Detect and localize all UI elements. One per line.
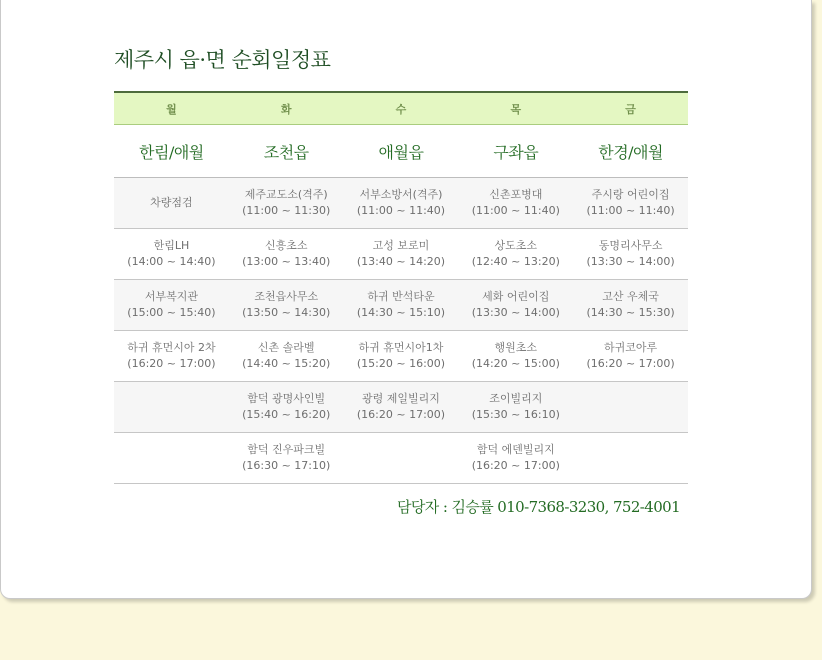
stop-name: 함덕 광명사인빌 <box>247 392 326 405</box>
schedule-cell <box>114 382 229 433</box>
table-row <box>114 280 688 331</box>
stop-time: (11:00 ~ 11:40) <box>471 204 560 217</box>
area-header: 구좌읍 <box>458 125 573 178</box>
stop-time: (11:00 ~ 11:40) <box>586 204 675 217</box>
stop-time: (11:00 ~ 11:40) <box>356 204 446 217</box>
schedule-cell <box>229 229 344 280</box>
stop-name: 조이빌리지 <box>489 392 543 405</box>
stop-name: 서부소방서(격주) <box>359 188 443 201</box>
stop-name: 하귀코아루 <box>604 341 658 354</box>
stop-time: (15:30 ~ 16:10) <box>471 408 560 421</box>
page-title: 제주시 읍·면 순회일정표 <box>114 48 331 72</box>
stop-name: 행원초소 <box>494 341 538 354</box>
stop-name: 하귀 휴먼시아1차 <box>358 341 444 354</box>
table-row <box>114 178 688 229</box>
area-header: 조천읍 <box>229 125 344 178</box>
schedule-cell <box>344 331 459 382</box>
stop-time: (12:40 ~ 13:20) <box>471 255 560 268</box>
day-header: 월 <box>114 92 229 125</box>
stop-time: (14:30 ~ 15:10) <box>356 306 446 319</box>
schedule-cell <box>573 280 688 331</box>
schedule-cell <box>229 331 344 382</box>
stop-name: 주시랑 어린이집 <box>591 188 670 201</box>
stop-name: 동명리사무소 <box>598 239 663 252</box>
schedule-cell <box>573 229 688 280</box>
stop-name: 세화 어린이집 <box>482 290 550 303</box>
table-row <box>114 382 688 433</box>
schedule-cell <box>573 178 688 229</box>
schedule-cell <box>344 280 459 331</box>
day-header: 화 <box>229 92 344 125</box>
schedule-cell <box>458 433 573 484</box>
stop-name: 조천읍사무소 <box>254 290 319 303</box>
schedule-cell <box>114 178 229 229</box>
day-header: 금 <box>573 92 688 125</box>
stop-time: (16:20 ~ 17:00) <box>127 357 216 370</box>
stop-name: 신촌포병대 <box>489 188 543 201</box>
stop-time: (16:20 ~ 17:00) <box>586 357 675 370</box>
schedule-cell <box>458 178 573 229</box>
stop-time: (14:00 ~ 14:40) <box>127 255 216 268</box>
schedule-cell <box>114 280 229 331</box>
stop-time: (13:00 ~ 13:40) <box>242 255 331 268</box>
stop-time: (11:00 ~ 11:30) <box>242 204 331 217</box>
stop-name: 고산 우체국 <box>602 290 659 303</box>
stop-time: (14:20 ~ 15:00) <box>471 357 560 370</box>
stop-name: 차량점검 <box>150 196 193 209</box>
area-header: 한림/애월 <box>114 125 229 178</box>
schedule-cell <box>229 178 344 229</box>
schedule-cell <box>229 382 344 433</box>
schedule-cell <box>344 178 459 229</box>
day-header-row <box>114 92 688 125</box>
stop-name: 신흥초소 <box>264 239 308 252</box>
schedule-cell <box>344 433 459 484</box>
stop-time: (13:30 ~ 14:00) <box>471 306 560 319</box>
schedule-cell <box>114 331 229 382</box>
stop-name: 광령 제일빌리지 <box>362 392 440 405</box>
schedule-cell <box>229 280 344 331</box>
stop-time: (13:40 ~ 14:20) <box>356 255 446 268</box>
stop-time: (16:20 ~ 17:00) <box>356 408 446 421</box>
stop-name: 하귀 휴먼시아 2차 <box>127 341 216 354</box>
stop-name: 함덕 에덴빌리지 <box>476 443 555 456</box>
stop-name: 함덕 진우파크빌 <box>247 443 326 456</box>
stop-time: (16:30 ~ 17:10) <box>242 459 331 472</box>
stop-name: 상도초소 <box>494 239 538 252</box>
day-header: 목 <box>458 92 573 125</box>
schedule-cell <box>114 229 229 280</box>
day-header: 수 <box>344 92 459 125</box>
stop-time: (15:20 ~ 16:00) <box>356 357 446 370</box>
schedule-cell <box>573 382 688 433</box>
table-row <box>114 433 688 484</box>
schedule-cell <box>344 229 459 280</box>
schedule-cell <box>573 433 688 484</box>
schedule-cell <box>458 331 573 382</box>
stop-name: 서부복지관 <box>144 290 198 303</box>
stop-time: (13:30 ~ 14:00) <box>586 255 675 268</box>
area-header: 애월읍 <box>344 125 459 178</box>
stop-name: 신촌 솔라벨 <box>257 341 315 354</box>
stop-time: (14:40 ~ 15:20) <box>242 357 331 370</box>
stop-time: (16:20 ~ 17:00) <box>471 459 560 472</box>
schedule-cell <box>573 331 688 382</box>
schedule-cell <box>458 280 573 331</box>
schedule-cell <box>344 382 459 433</box>
stop-time: (15:40 ~ 16:20) <box>242 408 331 421</box>
stop-time: (13:50 ~ 14:30) <box>242 306 331 319</box>
stop-time: (15:00 ~ 15:40) <box>127 306 216 319</box>
area-header-row <box>114 125 688 178</box>
schedule-cell <box>229 433 344 484</box>
table-row <box>114 229 688 280</box>
schedule-cell <box>458 229 573 280</box>
schedule-table <box>114 91 688 484</box>
stop-name: 한림LH <box>153 239 190 252</box>
area-header: 한경/애월 <box>573 125 688 178</box>
stop-name: 제주교도소(격주) <box>244 188 328 201</box>
schedule-cell <box>458 382 573 433</box>
stop-time: (14:30 ~ 15:30) <box>586 306 675 319</box>
schedule-cell <box>114 433 229 484</box>
table-row <box>114 331 688 382</box>
stop-name: 하귀 반석타운 <box>367 290 435 303</box>
stop-name: 고성 보로미 <box>372 239 430 252</box>
contact-info: 담당자 : 김승률 010-7368-3230, 752-4001 <box>397 498 681 516</box>
